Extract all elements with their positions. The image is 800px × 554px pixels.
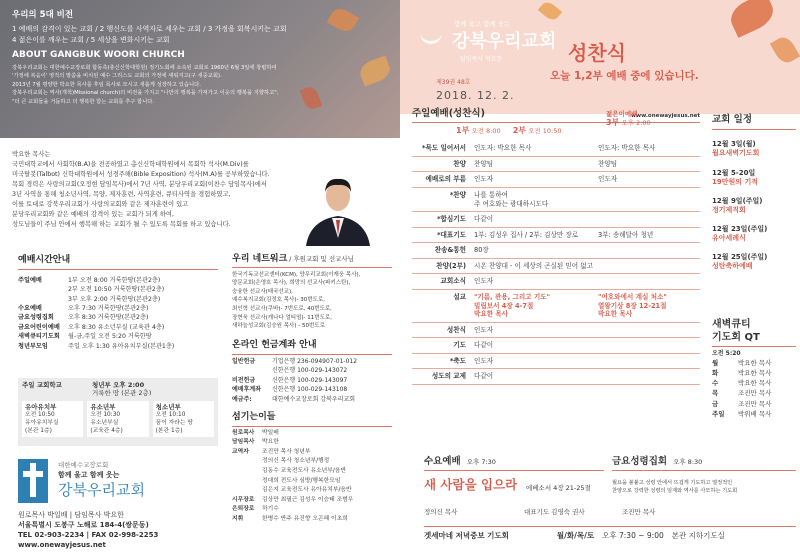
qt-day: 금	[712, 399, 719, 408]
school-cell	[87, 401, 148, 437]
qt-row	[712, 399, 796, 409]
servant-names: 박일배	[262, 429, 279, 436]
qt-time: 오전 5:20	[712, 350, 741, 357]
order-detail-youth	[598, 369, 700, 385]
time-row	[18, 276, 218, 285]
time-row	[18, 295, 218, 304]
event-name: 월요새벽기도회	[712, 149, 760, 158]
time-value: 주일 오후 1:30 유아유치부실(본관1층)	[68, 342, 175, 350]
fri-time: 오후 8:30	[673, 458, 703, 466]
account-value: 신한은행 100-029-143072	[272, 367, 348, 375]
about-line: '가정에 복음이' 영적의 말씀을 비치된 예수 그리스도 교회의 가정에 세워지고(구 새중교회).	[12, 73, 222, 80]
time-row	[18, 323, 218, 332]
time-value: 오후 8:30 유소년부실 (교육관 4층)	[68, 323, 165, 331]
autumn-leaf-icon	[726, 0, 779, 38]
servant-role	[232, 477, 262, 487]
about-title: ABOUT GANGBUK WOORI CHURCH	[12, 50, 185, 61]
time-value: 오후 7:30 거룩한땅(본관2층)	[68, 304, 149, 312]
issue-volume: 제39권 48호	[436, 79, 471, 86]
school-title: 주일 교회학교	[22, 381, 62, 389]
order-detail-youth: 인도자	[598, 172, 700, 188]
contact-pastors: 원로목사 박일배 | 담임목사 박요한	[18, 511, 124, 519]
service-3-time: 오후 2:00	[621, 119, 651, 128]
wed-leader: 정의신 목사	[424, 508, 458, 516]
servant-row	[232, 515, 392, 525]
qt-leader: 박요한 목사	[738, 379, 772, 388]
school-cell	[153, 401, 214, 437]
pastor-line: 박요한 목사는	[12, 151, 51, 158]
cell-floor: (본관 1층)	[25, 427, 52, 434]
qt-day: 목	[712, 389, 719, 398]
vision-line: 1 예배의 감격이 있는 교회 / 2 행신도를 사역자로 세우는 교회 / 3 가정을 회복시키는 교회	[12, 25, 287, 34]
qt-row	[712, 388, 796, 398]
order-detail-main: 다같이	[474, 338, 598, 354]
servant-role	[232, 486, 262, 496]
calendar-title: 교회 일정	[712, 114, 796, 130]
gethsemane-prayer	[424, 526, 796, 541]
calendar-event	[712, 140, 796, 158]
qt-day: 월	[712, 358, 719, 367]
network-subtitle: / 후원교회 및 선교사님	[289, 255, 354, 263]
servant-names: 정대희 전도사 심방/행복한모임	[262, 477, 341, 484]
servant-names: 하기수	[262, 506, 279, 513]
order-detail-main: 인도자: 박요한 목사	[474, 141, 598, 156]
account-row	[232, 376, 392, 386]
time-key: 청년부모임	[18, 342, 48, 350]
service-1-time: 오전 8:00	[471, 127, 501, 135]
order-item: 설교	[412, 289, 474, 322]
network-line: 새하늘성교회(김승원 목사) - 50번도로	[232, 323, 325, 330]
order-row	[412, 338, 700, 354]
event-name: 정기제직회	[712, 205, 746, 214]
about-line: 강북우리교회는 대한예수교장로회 합동측(총신신학대학원) 정기노회에 소속된 교회로 1960년 6월 3일에 창립하여	[12, 64, 277, 71]
feature-title: 성찬식	[568, 41, 626, 65]
time-key: 수요예배	[18, 304, 42, 312]
network-line: 한국기독교선교센터(KCM), 양무리교회(이재웅 목사),	[232, 271, 361, 278]
cell-place: 꿈이 자라는 땅	[155, 419, 193, 426]
worship-times-title: 예배시간안내	[18, 255, 218, 270]
vision-panel	[0, 0, 400, 138]
order-item: *묵도 일어서서	[412, 141, 474, 156]
network-section	[232, 255, 392, 331]
wed-leaders	[424, 508, 604, 516]
account-row	[232, 385, 392, 395]
order-detail-youth	[598, 188, 700, 212]
time-value: 오후 8:30 거룩한땅(본관2층)	[68, 314, 149, 322]
offering-accounts	[232, 340, 392, 405]
order-row	[412, 188, 700, 212]
servant-role: 지휘	[232, 516, 244, 523]
servant-role: 시무장로	[232, 496, 255, 503]
account-value: 기업은행 236-094907-01-012	[272, 357, 358, 365]
network-line: 장현욱 선교사(캐나다 얼티엄)- 11번도로,	[232, 314, 332, 321]
service-1-label: 1부	[456, 126, 470, 135]
time-key: 금요어린이예배	[18, 323, 60, 331]
calendar-event	[712, 253, 796, 271]
event-date: 12월 25일(주일)	[712, 253, 768, 262]
time-row	[18, 285, 218, 294]
gethsemane-time: 오후 7:30 ~ 9:00	[602, 531, 664, 540]
pastor-line: 3년 사역을 통해 청소년사역, 목양, 제자훈련, 사역훈련, 큐티사역을 경험하였고,	[12, 191, 231, 198]
cell-name: 유소년부	[90, 402, 116, 411]
logo-name: 강북우리교회	[58, 481, 145, 499]
order-row	[412, 289, 700, 322]
order-detail-main: 인도자	[474, 322, 598, 338]
pastor-line: 분당우리교회와 같은 예배의 감격이 있는 교회가 되게 하여,	[12, 211, 174, 218]
servant-names: 김동수 교육전도사 유소년부/음반	[262, 468, 347, 475]
order-item: 찬양	[412, 156, 474, 172]
youth-time: 청년부 오후 2:00	[92, 381, 145, 389]
qt-row	[712, 368, 796, 378]
service-2-label: 2부	[512, 126, 527, 135]
order-detail-main: 인도자	[474, 274, 598, 290]
cell-floor: (교육관 4층)	[90, 427, 123, 434]
cell-time: 오전 10:10	[155, 411, 186, 418]
school-header	[18, 378, 218, 401]
pastor-line: 목회 경력은 사랑의교회(오정현 담임목사)에서 7년 사역, 분당우리교회(이찬수 담임목사)에서	[12, 181, 267, 188]
order-item: 찬송&통헌	[412, 243, 474, 259]
order-detail-youth	[598, 274, 700, 290]
about-line: 2013년 7월 평양한 박요한 목사를 후임 목사로 모시고 새롭게 성장하고 있습니다.	[12, 81, 201, 88]
order-item: *찬양	[412, 188, 474, 212]
network-line: 양문교회(은영호 목사), 희망의 선교사(파키스탄),	[232, 280, 351, 287]
wed-prayer: 대표기도 김영숙 권사	[524, 508, 585, 516]
order-row	[412, 322, 700, 338]
order-heading	[412, 108, 700, 123]
order-detail-youth: 찬양팀	[598, 156, 700, 172]
school-cells	[18, 401, 218, 437]
order-detail-main: 1부: 김성우 집사 / 2부: 김상만 장로	[474, 227, 598, 243]
fri-heading	[612, 456, 796, 471]
qt-leader: 박위배 목사	[738, 409, 772, 418]
worship-times	[18, 255, 218, 351]
fri-leader: 조진만 목사	[622, 508, 656, 516]
gethsemane-place: 본관 지하기도실	[671, 531, 725, 540]
order-url[interactable]: www.onewayjesus.net	[630, 113, 700, 120]
servant-role	[232, 467, 262, 477]
servant-names: 정의신 목사 청소년부/행정	[262, 458, 330, 465]
servant-names: 김은지 교육전도사 유아유치부/음반	[262, 487, 352, 494]
qt-leader: 조진만 목사	[738, 399, 772, 408]
order-row	[412, 274, 700, 290]
time-key: 새벽큐티기도회	[18, 333, 60, 341]
servants-title: 섬기는이들	[232, 412, 392, 427]
contact-website[interactable]: www.onewayjesus.net	[18, 541, 106, 549]
servant-row	[232, 438, 392, 448]
fri-title: 금요성령집회	[612, 456, 668, 467]
cell-time: 오전 10:30	[90, 411, 121, 418]
servant-row	[232, 429, 392, 439]
calendar-event	[712, 225, 796, 243]
servant-names: 한병수 반주 유진향 오곤혜 이초희	[262, 516, 348, 523]
order-row	[412, 353, 700, 369]
account-key: 예금주:	[232, 396, 252, 404]
accounts-title: 온라인 헌금계좌 안내	[232, 340, 392, 355]
time-key	[18, 295, 68, 304]
time-key	[18, 285, 68, 294]
brand-pastor: 담임목사 박요한	[460, 56, 503, 63]
servant-row	[232, 496, 392, 506]
network-title: 우리 네트워크	[232, 254, 288, 264]
servants-section	[232, 412, 392, 525]
order-table	[412, 141, 700, 385]
event-date: 12월 5-20일	[712, 168, 756, 177]
cell-place: 유아유치부실	[25, 419, 59, 426]
logo-denom: 대한예수교장로회	[58, 461, 109, 469]
time-row	[18, 313, 218, 322]
account-key: 예배후계좌	[232, 386, 261, 394]
pastor-photo	[298, 172, 378, 246]
servant-row	[232, 448, 392, 458]
wed-sermon: 새 사람을 입으라	[424, 477, 518, 493]
order-row	[412, 227, 700, 243]
time-value: 2부 오전 10:50 거룩한땅(본관2층)	[68, 286, 165, 294]
order-item: 예배로의 부름	[412, 172, 474, 188]
wed-heading	[424, 456, 604, 471]
order-detail-youth: 인도자: 박요한 목사	[598, 141, 700, 156]
cell-floor: (본관 1층)	[155, 427, 183, 434]
order-row	[412, 243, 700, 259]
brand-slogan: 함께 울고 함께 웃는	[454, 20, 511, 28]
order-detail-youth	[598, 322, 700, 338]
service-3-label: 3부	[606, 118, 620, 128]
service-times	[456, 126, 696, 136]
servant-role: 원로목사	[232, 429, 255, 436]
network-line: 숭융한 선교사(태국선교),	[232, 288, 293, 295]
order-detail-youth	[598, 212, 700, 228]
account-value: 대한예수교장로회 강북우리교회	[272, 396, 356, 404]
pastor-intro	[12, 150, 302, 230]
qt-row	[712, 378, 796, 388]
qt-row	[712, 409, 796, 419]
order-detail-youth: 3부: 송해달아 청년	[598, 227, 700, 243]
sunday-school	[18, 378, 218, 446]
order-row	[412, 141, 700, 156]
order-row	[412, 156, 700, 172]
church-calendar	[712, 114, 796, 271]
order-item: *합심기도	[412, 212, 474, 228]
wed-scripture: 에베소서 4장 21-25절	[526, 484, 591, 492]
account-value: 신한은행 100-029-143108	[272, 386, 348, 394]
cell-place: 유소년부실	[90, 419, 119, 426]
order-detail-youth	[598, 258, 700, 274]
youth-place: 거룩한 땅 (본관 2층)	[92, 389, 152, 398]
contact-address: 서울특별시 도봉구 노해로 184-4(쌍문동)	[18, 521, 149, 529]
calendar-event	[712, 197, 796, 215]
vision-line: 4 젊은이를 깨우는 교회 / 5 세상을 변화시키는 교회	[12, 36, 170, 45]
servant-role	[232, 457, 262, 467]
account-key: 비전헌금	[232, 376, 256, 384]
feature-subtitle: 오늘 1,2부 예배 중에 있습니다.	[550, 70, 699, 82]
school-cell	[22, 401, 83, 437]
order-detail-main: 다같이	[474, 212, 598, 228]
account-row	[232, 366, 392, 376]
friday-service	[612, 456, 796, 495]
servant-names: 박요한	[262, 439, 279, 446]
order-item: 성찬식	[412, 322, 474, 338]
order-detail-main: 인도자	[474, 353, 598, 369]
order-item: *축도	[412, 353, 474, 369]
time-key: 금요성령집회	[18, 314, 54, 322]
order-detail-main: 나를 통하여 주 여호와는 광대하시도다	[474, 188, 598, 212]
servant-row	[232, 505, 392, 515]
event-date: 12월 9일(주일)	[712, 196, 763, 205]
pastor-line: 성도님들이 주님 안에서 행복해 하는 교회가 될 수 있도록 목회를 하고 있습니다.	[12, 221, 231, 228]
qt-day: 수	[712, 379, 719, 388]
order-detail-main: 시온 찬양대 - 이 세상의 곤실된 믿어 없고	[474, 258, 598, 274]
servant-row	[232, 457, 392, 467]
cross-icon	[18, 459, 48, 503]
issue-date: 2018. 12. 2.	[436, 89, 515, 102]
event-date: 12월 23일(주일)	[712, 224, 768, 233]
servant-row	[232, 467, 392, 477]
qt-row	[712, 358, 796, 368]
pastor-line: 미국탈봇(Talbot) 신학대학원에서 성경주해(Bible Exposition) 석사(M.A)를 공부하였습니다.	[12, 171, 270, 178]
service-3-prefix: 젊은이예배	[606, 110, 638, 118]
qt-leader: 조진만 목사	[738, 389, 772, 398]
order-row	[412, 258, 700, 274]
order-detail-main: 80장	[474, 243, 598, 259]
event-name: 19만원의 기적	[712, 177, 758, 186]
order-item: *대표기도	[412, 227, 474, 243]
servant-names: 김상만 최필근 김성우 이승태 조범우	[262, 496, 354, 503]
servant-row	[232, 486, 392, 496]
order-of-worship	[412, 108, 700, 385]
church-logo	[18, 455, 218, 511]
account-value: 신한은행 100-029-143097	[272, 376, 348, 384]
servant-role: 교역자	[232, 448, 249, 455]
wed-time: 오후 7:30	[466, 458, 496, 466]
order-detail-main: 인도자	[474, 172, 598, 188]
fri-desc: 찬양으로 강력한 성령의 임재와 역사를 사모하는 기도회	[612, 488, 738, 495]
dawn-qt-prayer	[712, 318, 796, 419]
calendar-event	[712, 169, 796, 187]
order-row	[412, 172, 700, 188]
logo-slogan: 함께 울고 함께 웃는	[58, 471, 120, 479]
autumn-leaf-icon	[538, 0, 562, 23]
time-row	[18, 304, 218, 313]
pastor-line: 이를 토대로 강북우리교회가 사랑의교회와 같은 제자훈련이 있고	[12, 201, 189, 208]
pastor-line: 국민대학교에서 사회학(B.A)을 전공하였고 총신신학대학원에서 목회학 석사(M.Div)를	[12, 161, 249, 168]
contact-phone: TEL 02-903-2234 | FAX 02-998-2253	[18, 531, 159, 539]
cell-name: 청소년부	[155, 402, 181, 411]
event-name: 유아세례식	[712, 234, 746, 242]
time-row	[18, 332, 218, 341]
servant-role: 은퇴장로	[232, 506, 255, 513]
account-key: 일반헌금	[232, 357, 256, 365]
order-item: 교회소식	[412, 274, 474, 290]
contact-info	[18, 510, 218, 550]
time-value: 3부 오후 2:00 거룩한땅(본관2층)	[68, 295, 161, 303]
cell-name: 유아유치부	[25, 402, 57, 411]
order-detail-youth	[598, 338, 700, 354]
event-name: 성탄축하예배	[712, 262, 753, 271]
order-detail-main: 찬양팀	[474, 156, 598, 172]
qt-title: 새벽큐티	[712, 319, 751, 330]
order-detail-youth	[598, 353, 700, 369]
service-3	[606, 110, 651, 129]
time-value: 1부 오전 8:00 거룩한땅(본관2층)	[68, 276, 161, 284]
about-line: "더 큰 교회들을 거듭하고 더 행복한 함는 교회를 추구 합니다.	[12, 98, 155, 105]
account-row	[232, 395, 392, 405]
servant-names: 조진만 목사 청년부	[262, 448, 311, 455]
wed-title: 수요예배	[424, 456, 461, 467]
time-key: 주일예배	[18, 276, 42, 284]
qt-leader: 박요한 목사	[738, 358, 772, 367]
time-row	[18, 342, 218, 351]
event-date: 12월 3일(월)	[712, 140, 756, 149]
network-line: 예수복지교회(김정호 목사)- 30번도로,	[232, 297, 325, 304]
order-detail-main: 다같이	[474, 369, 598, 385]
order-detail-main: "기름, 관용, 그리고 기도" 빌립보서 4장 4-7절 박요한 목사	[474, 289, 598, 322]
account-key	[232, 366, 272, 376]
account-row	[232, 357, 392, 367]
autumn-leaf-icon	[770, 34, 800, 67]
network-line: 최인혁 선교사(쿠바)- 7번도로, 40번도로,	[232, 305, 332, 312]
order-item: 성도의 교제	[412, 369, 474, 385]
gethsemane-days: 월/화/목/토	[556, 531, 595, 540]
vision-title: 우리의 5대 비전	[12, 10, 74, 20]
brand-name: 강북우리교회	[452, 31, 557, 52]
gethsemane-title: 겟세마네 저녁중보 기도회	[424, 531, 509, 540]
order-detail-youth: "여호와에서 계실 처소" 열왕기상 8장 12-21절 박요한 목사	[598, 289, 700, 322]
servant-row	[232, 477, 392, 487]
order-title: 주일예배(성찬식)	[412, 108, 485, 119]
qt-leader: 박요한 목사	[738, 369, 772, 377]
qt-day: 화	[712, 369, 719, 377]
service-2-time: 오전 10:50	[528, 127, 562, 135]
fri-desc: 월요을 불붙고 성령 안에서 뜨겁게 기도하고 열정적인	[612, 480, 733, 487]
order-detail-youth	[598, 243, 700, 259]
servant-role: 담임목사	[232, 439, 255, 446]
about-line: 강북우리교회는 역사(개척)Missional church)의 비전을 가지고 "나만의 행복을 가져가고 이웃의 행복을 지향하고",	[12, 90, 279, 97]
order-item: 기도	[412, 338, 474, 354]
qt-day: 주일	[712, 409, 725, 418]
order-row	[412, 212, 700, 228]
network-heading	[232, 255, 392, 268]
qt-title-2: 기도회 QT	[712, 331, 796, 347]
cell-time: 오전 10:50	[25, 411, 55, 418]
order-item: 찬양(2부)	[412, 258, 474, 274]
order-row	[412, 369, 700, 385]
time-value: 월-금,주일 오전 5:20 거룩한땅	[68, 333, 152, 341]
